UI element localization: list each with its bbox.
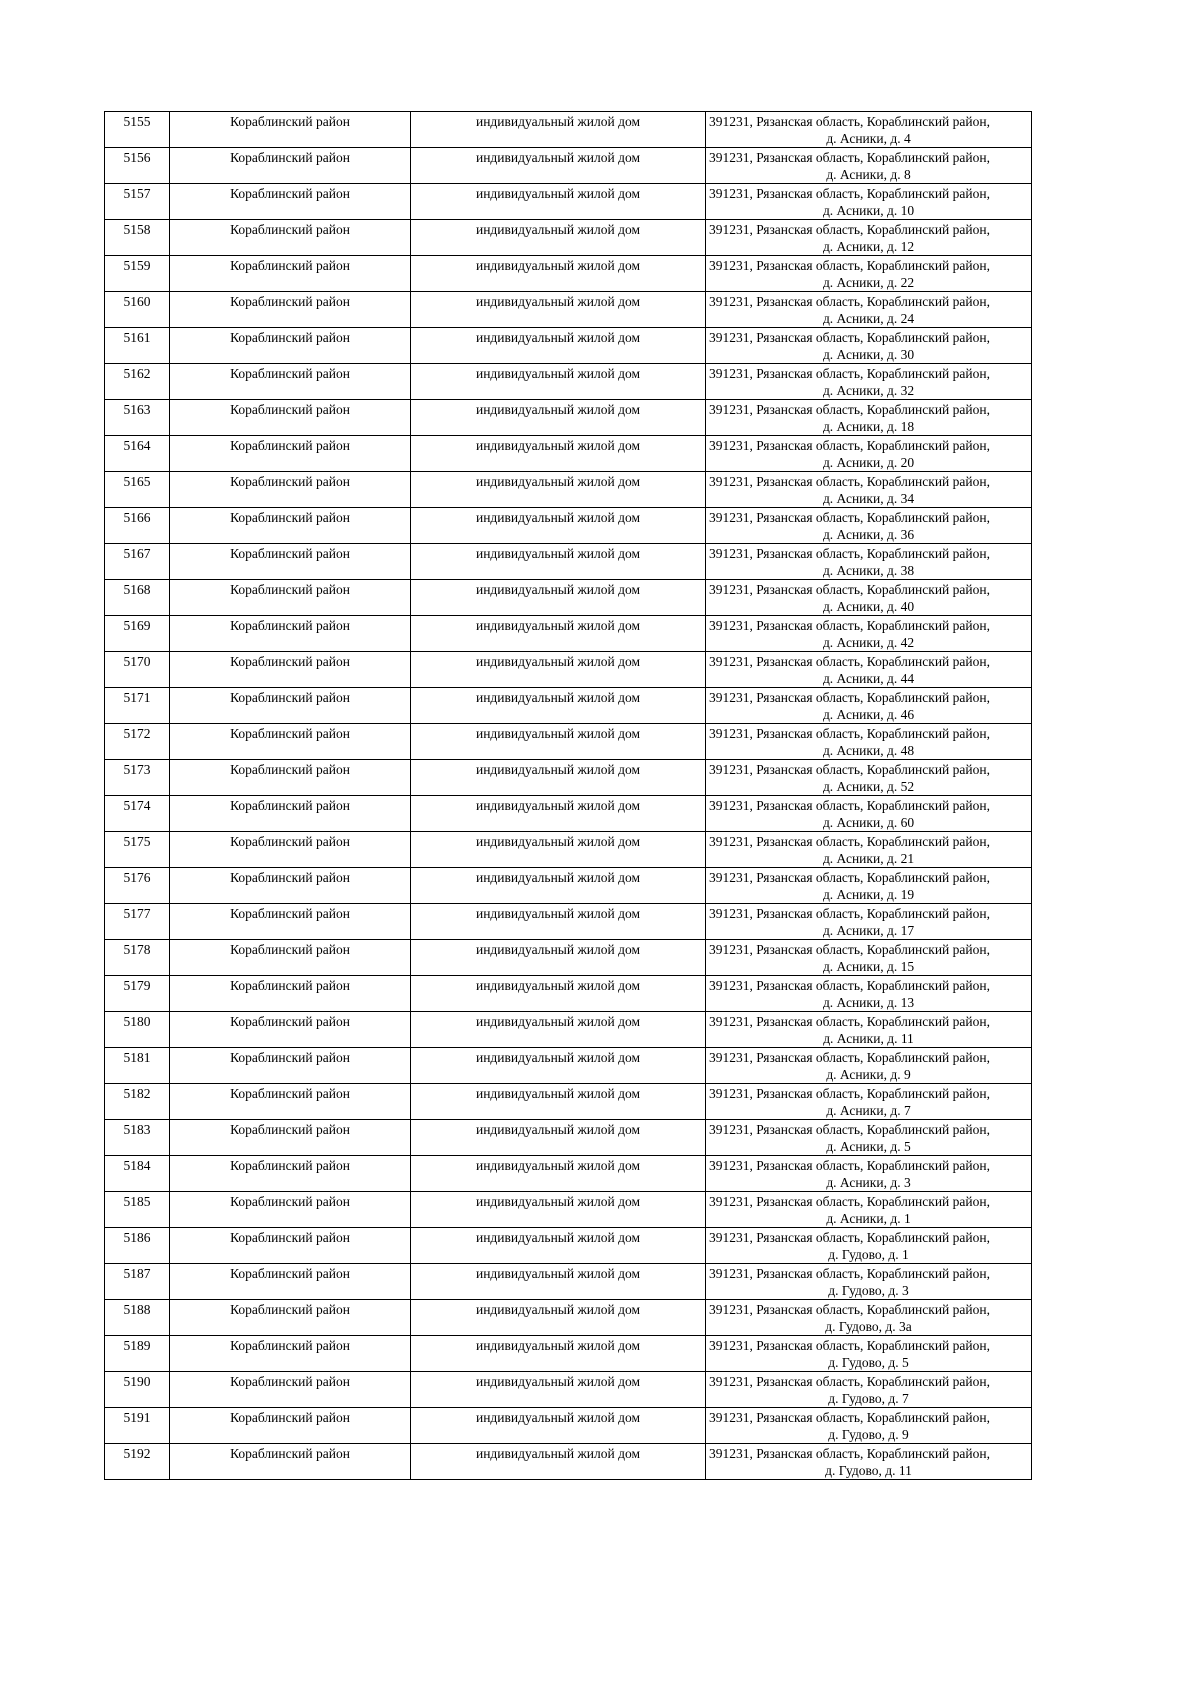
row-number-cell: 5164 (105, 436, 170, 472)
address-cell (706, 1084, 1032, 1120)
building-type-cell: индивидуальный жилой дом (411, 688, 706, 724)
building-type-cell: индивидуальный жилой дом (411, 364, 706, 400)
address-cell (706, 976, 1032, 1012)
address-line-1: 391231, Рязанская область, Кораблинский район, (709, 294, 990, 309)
district-cell: Кораблинский район (170, 148, 411, 184)
row-number-cell: 5159 (105, 256, 170, 292)
address-line-2: д. Гудово, д. 3 (828, 1283, 909, 1298)
address-cell (706, 400, 1032, 436)
table-row (105, 1408, 1032, 1444)
table-row (105, 832, 1032, 868)
district-cell: Кораблинский район (170, 940, 411, 976)
address-line-1: 391231, Рязанская область, Кораблинский район, (709, 1086, 990, 1101)
address-line-2: д. Асники, д. 13 (822, 995, 915, 1010)
address-cell (706, 1264, 1032, 1300)
district-cell: Кораблинский район (170, 112, 411, 148)
table-row (105, 580, 1032, 616)
table-row (105, 148, 1032, 184)
row-number-cell: 5160 (105, 292, 170, 328)
address-line-2: д. Асники, д. 21 (822, 851, 915, 866)
table-row (105, 1048, 1032, 1084)
address-line-1: 391231, Рязанская область, Кораблинский район, (709, 222, 990, 237)
address-cell (706, 1336, 1032, 1372)
address-cell (706, 328, 1032, 364)
address-line-2: д. Асники, д. 42 (822, 635, 915, 650)
address-cell (706, 472, 1032, 508)
address-cell (706, 436, 1032, 472)
address-line-2: д. Асники, д. 52 (822, 779, 915, 794)
address-line-1: 391231, Рязанская область, Кораблинский район, (709, 726, 990, 741)
district-cell: Кораблинский район (170, 1048, 411, 1084)
address-line-1: 391231, Рязанская область, Кораблинский район, (709, 618, 990, 633)
address-cell (706, 796, 1032, 832)
table-row (105, 1012, 1032, 1048)
building-type-cell: индивидуальный жилой дом (411, 1084, 706, 1120)
row-number-cell: 5161 (105, 328, 170, 364)
district-cell: Кораблинский район (170, 1228, 411, 1264)
district-cell: Кораблинский район (170, 796, 411, 832)
row-number-cell: 5179 (105, 976, 170, 1012)
district-cell: Кораблинский район (170, 724, 411, 760)
building-type-cell: индивидуальный жилой дом (411, 1444, 706, 1480)
district-cell: Кораблинский район (170, 832, 411, 868)
table-row (105, 364, 1032, 400)
address-line-2: д. Асники, д. 34 (822, 491, 915, 506)
row-number-cell: 5173 (105, 760, 170, 796)
address-line-1: 391231, Рязанская область, Кораблинский район, (709, 1014, 990, 1029)
building-type-cell: индивидуальный жилой дом (411, 904, 706, 940)
address-line-1: 391231, Рязанская область, Кораблинский район, (709, 1194, 990, 1209)
district-cell: Кораблинский район (170, 292, 411, 328)
table-row (105, 328, 1032, 364)
table-row (105, 256, 1032, 292)
table-row (105, 904, 1032, 940)
building-type-cell: индивидуальный жилой дом (411, 112, 706, 148)
table-row (105, 616, 1032, 652)
address-line-2: д. Гудово, д. 3а (825, 1319, 912, 1334)
address-line-1: 391231, Рязанская область, Кораблинский район, (709, 1122, 990, 1137)
district-cell: Кораблинский район (170, 1408, 411, 1444)
district-cell: Кораблинский район (170, 256, 411, 292)
address-line-1: 391231, Рязанская область, Кораблинский район, (709, 1230, 990, 1245)
address-line-2: д. Асники, д. 17 (822, 923, 915, 938)
address-line-1: 391231, Рязанская область, Кораблинский район, (709, 1266, 990, 1281)
address-line-2: д. Асники, д. 7 (826, 1103, 911, 1118)
building-type-cell: индивидуальный жилой дом (411, 1012, 706, 1048)
address-cell (706, 544, 1032, 580)
address-line-1: 391231, Рязанская область, Кораблинский район, (709, 906, 990, 921)
building-type-cell: индивидуальный жилой дом (411, 256, 706, 292)
row-number-cell: 5190 (105, 1372, 170, 1408)
address-line-2: д. Асники, д. 19 (822, 887, 915, 902)
table-row (105, 760, 1032, 796)
building-type-cell: индивидуальный жилой дом (411, 544, 706, 580)
table-row (105, 400, 1032, 436)
row-number-cell: 5180 (105, 1012, 170, 1048)
table-row (105, 472, 1032, 508)
address-line-1: 391231, Рязанская область, Кораблинский район, (709, 150, 990, 165)
address-line-2: д. Асники, д. 30 (822, 347, 915, 362)
district-cell: Кораблинский район (170, 868, 411, 904)
district-cell: Кораблинский район (170, 976, 411, 1012)
address-line-2: д. Асники, д. 20 (822, 455, 915, 470)
building-type-cell: индивидуальный жилой дом (411, 1264, 706, 1300)
address-line-2: д. Асники, д. 38 (822, 563, 915, 578)
address-line-1: 391231, Рязанская область, Кораблинский район, (709, 690, 990, 705)
address-line-1: 391231, Рязанская область, Кораблинский район, (709, 402, 990, 417)
district-cell: Кораблинский район (170, 328, 411, 364)
address-line-1: 391231, Рязанская область, Кораблинский район, (709, 798, 990, 813)
building-type-cell: индивидуальный жилой дом (411, 760, 706, 796)
building-type-cell: индивидуальный жилой дом (411, 1300, 706, 1336)
row-number-cell: 5184 (105, 1156, 170, 1192)
building-type-cell: индивидуальный жилой дом (411, 580, 706, 616)
building-type-cell: индивидуальный жилой дом (411, 796, 706, 832)
address-cell (706, 1408, 1032, 1444)
district-cell: Кораблинский район (170, 1444, 411, 1480)
address-line-2: д. Асники, д. 48 (822, 743, 915, 758)
building-type-cell: индивидуальный жилой дом (411, 220, 706, 256)
address-cell (706, 220, 1032, 256)
address-line-2: д. Асники, д. 5 (826, 1139, 911, 1154)
address-cell (706, 904, 1032, 940)
building-type-cell: индивидуальный жилой дом (411, 1156, 706, 1192)
building-type-cell: индивидуальный жилой дом (411, 1372, 706, 1408)
address-line-1: 391231, Рязанская область, Кораблинский район, (709, 762, 990, 777)
address-line-2: д. Асники, д. 15 (822, 959, 915, 974)
table-row (105, 1444, 1032, 1480)
table-row (105, 1372, 1032, 1408)
row-number-cell: 5157 (105, 184, 170, 220)
row-number-cell: 5158 (105, 220, 170, 256)
address-line-2: д. Асники, д. 8 (826, 167, 911, 182)
building-type-cell: индивидуальный жилой дом (411, 940, 706, 976)
district-cell: Кораблинский район (170, 1084, 411, 1120)
row-number-cell: 5186 (105, 1228, 170, 1264)
address-line-2: д. Асники, д. 36 (822, 527, 915, 542)
address-line-1: 391231, Рязанская область, Кораблинский район, (709, 1410, 990, 1425)
row-number-cell: 5156 (105, 148, 170, 184)
district-cell: Кораблинский район (170, 436, 411, 472)
row-number-cell: 5192 (105, 1444, 170, 1480)
address-cell (706, 940, 1032, 976)
table-row (105, 868, 1032, 904)
address-line-1: 391231, Рязанская область, Кораблинский район, (709, 654, 990, 669)
address-line-1: 391231, Рязанская область, Кораблинский район, (709, 258, 990, 273)
district-cell: Кораблинский район (170, 904, 411, 940)
row-number-cell: 5166 (105, 508, 170, 544)
address-cell (706, 364, 1032, 400)
row-number-cell: 5169 (105, 616, 170, 652)
district-cell: Кораблинский район (170, 400, 411, 436)
district-cell: Кораблинский район (170, 508, 411, 544)
address-line-1: 391231, Рязанская область, Кораблинский район, (709, 1302, 990, 1317)
row-number-cell: 5155 (105, 112, 170, 148)
address-line-2: д. Асники, д. 12 (822, 239, 915, 254)
table-row (105, 1228, 1032, 1264)
address-cell (706, 688, 1032, 724)
table-row (105, 1264, 1032, 1300)
table-row (105, 976, 1032, 1012)
building-type-cell: индивидуальный жилой дом (411, 1336, 706, 1372)
row-number-cell: 5168 (105, 580, 170, 616)
row-number-cell: 5175 (105, 832, 170, 868)
row-number-cell: 5181 (105, 1048, 170, 1084)
address-cell (706, 1372, 1032, 1408)
row-number-cell: 5188 (105, 1300, 170, 1336)
address-line-2: д. Гудово, д. 5 (828, 1355, 909, 1370)
address-line-1: 391231, Рязанская область, Кораблинский район, (709, 1050, 990, 1065)
address-cell (706, 1444, 1032, 1480)
table-row (105, 688, 1032, 724)
address-cell (706, 1192, 1032, 1228)
address-line-2: д. Асники, д. 24 (822, 311, 915, 326)
district-cell: Кораблинский район (170, 184, 411, 220)
building-type-cell: индивидуальный жилой дом (411, 1120, 706, 1156)
address-line-1: 391231, Рязанская область, Кораблинский район, (709, 438, 990, 453)
address-cell (706, 1228, 1032, 1264)
table-row (105, 1156, 1032, 1192)
table-row (105, 220, 1032, 256)
building-type-cell: индивидуальный жилой дом (411, 148, 706, 184)
district-cell: Кораблинский район (170, 544, 411, 580)
address-cell (706, 1048, 1032, 1084)
district-cell: Кораблинский район (170, 580, 411, 616)
row-number-cell: 5162 (105, 364, 170, 400)
table-row (105, 508, 1032, 544)
district-cell: Кораблинский район (170, 1300, 411, 1336)
row-number-cell: 5177 (105, 904, 170, 940)
table-row (105, 1192, 1032, 1228)
table-body (105, 112, 1032, 1480)
row-number-cell: 5170 (105, 652, 170, 688)
address-cell (706, 1156, 1032, 1192)
address-cell (706, 184, 1032, 220)
address-line-2: д. Гудово, д. 1 (828, 1247, 909, 1262)
row-number-cell: 5167 (105, 544, 170, 580)
table-row (105, 940, 1032, 976)
address-cell (706, 616, 1032, 652)
address-cell (706, 508, 1032, 544)
building-type-cell: индивидуальный жилой дом (411, 472, 706, 508)
address-line-2: д. Гудово, д. 11 (825, 1463, 912, 1478)
table-row (105, 796, 1032, 832)
address-line-1: 391231, Рязанская область, Кораблинский район, (709, 546, 990, 561)
district-cell: Кораблинский район (170, 1264, 411, 1300)
building-type-cell: индивидуальный жилой дом (411, 832, 706, 868)
address-line-2: д. Асники, д. 18 (822, 419, 915, 434)
row-number-cell: 5172 (105, 724, 170, 760)
district-cell: Кораблинский район (170, 1120, 411, 1156)
building-type-cell: индивидуальный жилой дом (411, 724, 706, 760)
address-line-1: 391231, Рязанская область, Кораблинский район, (709, 366, 990, 381)
building-type-cell: индивидуальный жилой дом (411, 400, 706, 436)
building-type-cell: индивидуальный жилой дом (411, 436, 706, 472)
row-number-cell: 5171 (105, 688, 170, 724)
address-cell (706, 256, 1032, 292)
row-number-cell: 5178 (105, 940, 170, 976)
district-cell: Кораблинский район (170, 760, 411, 796)
district-cell: Кораблинский район (170, 1336, 411, 1372)
district-cell: Кораблинский район (170, 220, 411, 256)
row-number-cell: 5182 (105, 1084, 170, 1120)
address-line-2: д. Асники, д. 22 (822, 275, 915, 290)
building-type-cell: индивидуальный жилой дом (411, 868, 706, 904)
table-row (105, 436, 1032, 472)
row-number-cell: 5176 (105, 868, 170, 904)
district-cell: Кораблинский район (170, 616, 411, 652)
building-type-cell: индивидуальный жилой дом (411, 328, 706, 364)
housing-registry-table (104, 111, 1032, 1480)
address-cell (706, 652, 1032, 688)
building-type-cell: индивидуальный жилой дом (411, 1048, 706, 1084)
district-cell: Кораблинский район (170, 364, 411, 400)
address-cell (706, 724, 1032, 760)
table-row (105, 112, 1032, 148)
district-cell: Кораблинский район (170, 688, 411, 724)
address-line-2: д. Асники, д. 3 (826, 1175, 911, 1190)
table-row (105, 184, 1032, 220)
building-type-cell: индивидуальный жилой дом (411, 1228, 706, 1264)
address-cell (706, 868, 1032, 904)
building-type-cell: индивидуальный жилой дом (411, 1192, 706, 1228)
address-line-1: 391231, Рязанская область, Кораблинский район, (709, 1446, 990, 1461)
district-cell: Кораблинский район (170, 1012, 411, 1048)
table-row (105, 1300, 1032, 1336)
address-cell (706, 832, 1032, 868)
table-row (105, 652, 1032, 688)
row-number-cell: 5189 (105, 1336, 170, 1372)
building-type-cell: индивидуальный жилой дом (411, 616, 706, 652)
row-number-cell: 5191 (105, 1408, 170, 1444)
address-line-2: д. Асники, д. 10 (822, 203, 915, 218)
building-type-cell: индивидуальный жилой дом (411, 976, 706, 1012)
address-line-2: д. Асники, д. 40 (822, 599, 915, 614)
address-line-1: 391231, Рязанская область, Кораблинский район, (709, 114, 990, 129)
building-type-cell: индивидуальный жилой дом (411, 292, 706, 328)
address-line-1: 391231, Рязанская область, Кораблинский район, (709, 942, 990, 957)
table-row (105, 1120, 1032, 1156)
address-cell (706, 760, 1032, 796)
address-line-1: 391231, Рязанская область, Кораблинский район, (709, 1338, 990, 1353)
address-line-1: 391231, Рязанская область, Кораблинский район, (709, 582, 990, 597)
address-line-1: 391231, Рязанская область, Кораблинский район, (709, 330, 990, 345)
district-cell: Кораблинский район (170, 652, 411, 688)
address-line-1: 391231, Рязанская область, Кораблинский район, (709, 1374, 990, 1389)
building-type-cell: индивидуальный жилой дом (411, 652, 706, 688)
district-cell: Кораблинский район (170, 472, 411, 508)
address-line-2: д. Асники, д. 9 (826, 1067, 911, 1082)
row-number-cell: 5187 (105, 1264, 170, 1300)
table-row (105, 724, 1032, 760)
address-line-2: д. Асники, д. 32 (822, 383, 915, 398)
row-number-cell: 5174 (105, 796, 170, 832)
address-line-1: 391231, Рязанская область, Кораблинский район, (709, 834, 990, 849)
address-line-1: 391231, Рязанская область, Кораблинский район, (709, 1158, 990, 1173)
address-cell (706, 292, 1032, 328)
address-line-2: д. Асники, д. 46 (822, 707, 915, 722)
row-number-cell: 5185 (105, 1192, 170, 1228)
table-row (105, 292, 1032, 328)
address-line-1: 391231, Рязанская область, Кораблинский район, (709, 510, 990, 525)
building-type-cell: индивидуальный жилой дом (411, 184, 706, 220)
district-cell: Кораблинский район (170, 1372, 411, 1408)
address-line-1: 391231, Рязанская область, Кораблинский район, (709, 186, 990, 201)
address-cell (706, 580, 1032, 616)
address-cell (706, 148, 1032, 184)
address-line-2: д. Асники, д. 4 (826, 131, 911, 146)
address-cell (706, 1300, 1032, 1336)
address-line-2: д. Асники, д. 60 (822, 815, 915, 830)
row-number-cell: 5165 (105, 472, 170, 508)
address-cell (706, 1012, 1032, 1048)
address-line-2: д. Асники, д. 1 (826, 1211, 911, 1226)
address-line-1: 391231, Рязанская область, Кораблинский район, (709, 978, 990, 993)
address-line-2: д. Асники, д. 11 (823, 1031, 914, 1046)
table-row (105, 544, 1032, 580)
table-row (105, 1336, 1032, 1372)
district-cell: Кораблинский район (170, 1192, 411, 1228)
address-line-1: 391231, Рязанская область, Кораблинский район, (709, 870, 990, 885)
address-cell (706, 112, 1032, 148)
address-cell (706, 1120, 1032, 1156)
building-type-cell: индивидуальный жилой дом (411, 508, 706, 544)
address-line-1: 391231, Рязанская область, Кораблинский район, (709, 474, 990, 489)
address-line-2: д. Гудово, д. 7 (828, 1391, 909, 1406)
address-line-2: д. Гудово, д. 9 (828, 1427, 909, 1442)
row-number-cell: 5163 (105, 400, 170, 436)
row-number-cell: 5183 (105, 1120, 170, 1156)
building-type-cell: индивидуальный жилой дом (411, 1408, 706, 1444)
table-row (105, 1084, 1032, 1120)
address-line-2: д. Асники, д. 44 (822, 671, 915, 686)
district-cell: Кораблинский район (170, 1156, 411, 1192)
